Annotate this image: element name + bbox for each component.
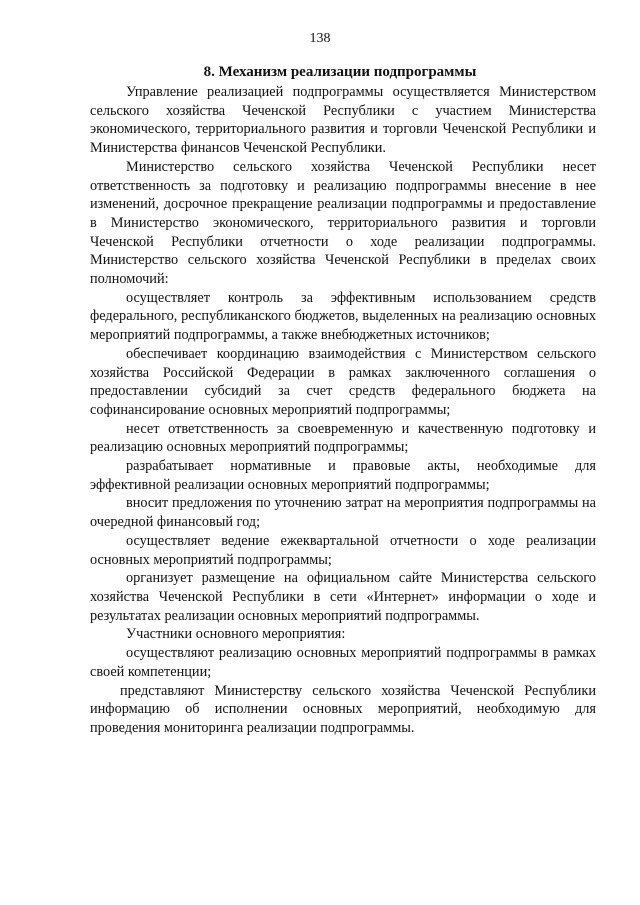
paragraph: обеспечивает координацию взаимодействия с Министерством сельского хозяйства Российской Федерации в рамках заключенного соглашения о предоставлении субсидий за счет средств федерального бюджета на софинансирование основных мероприятий подпрограммы; [90, 345, 596, 418]
paragraph: организует размещение на официальном сайте Министерства сельского хозяйства Чеченской Республики в сети «Интернет» информации о ходе и результатах реализации основных мероприятий подпрограммы. [90, 570, 596, 624]
paragraph: Управление реализацией подпрограммы осуществляется Министерством сельского хозяйства Чеченской Республики с участием Министерства экономического, территориального развития и торговли Чеченской Республики и Министерства финансов Чеченской Республики. [90, 84, 596, 157]
paragraph: осуществляет контроль за эффективным использованием средств федерального, республиканского бюджетов, выделенных на реализацию основных мероприятий подпрограммы, а также внебюджетных источников; [90, 289, 596, 344]
paragraph: Участники основного мероприятия: [126, 626, 346, 643]
page-number: 138 [309, 31, 331, 46]
paragraph: несет ответственность за своевременную и качественную подготовку и реализацию основных мероприятий подпрограммы; [90, 420, 596, 456]
paragraph: разрабатывает нормативные и правовые акты, необходимые для эффективной реализации основных мероприятий подпрограммы; [90, 458, 596, 493]
paragraph: осуществляет ведение ежеквартальной отчетности о ходе реализации основных мероприятий подпрограммы; [90, 532, 596, 568]
section-heading: 8. Механизм реализации подпрограммы [203, 64, 477, 80]
paragraph: представляют Министерству сельского хозяйства Чеченской Республики информацию об исполнении основных мероприятий, необходимую для проведения мониторинга реализации подпрограммы. [90, 682, 596, 736]
document-body [90, 83, 596, 738]
paragraph: вносит предложения по уточнению затрат на мероприятия подпрограммы на очередной финансовый год; [90, 495, 596, 531]
paragraph: осуществляют реализацию основных мероприятий подпрограммы в рамках своей компетенции; [90, 645, 596, 680]
paragraph: Министерство сельского хозяйства Чеченской Республики несет ответственность за подготовку и реализацию подпрограммы внесение в нее изменений, досрочное прекращение реализации подпрограммы и предоставление в Министерство экономического, территориального развития и торговли Чеченской Республики отчетности о ходе реализации подпрограммы. Министерство сельского хозяйства Чеченской Республики в пределах своих полномочий: [90, 158, 596, 288]
